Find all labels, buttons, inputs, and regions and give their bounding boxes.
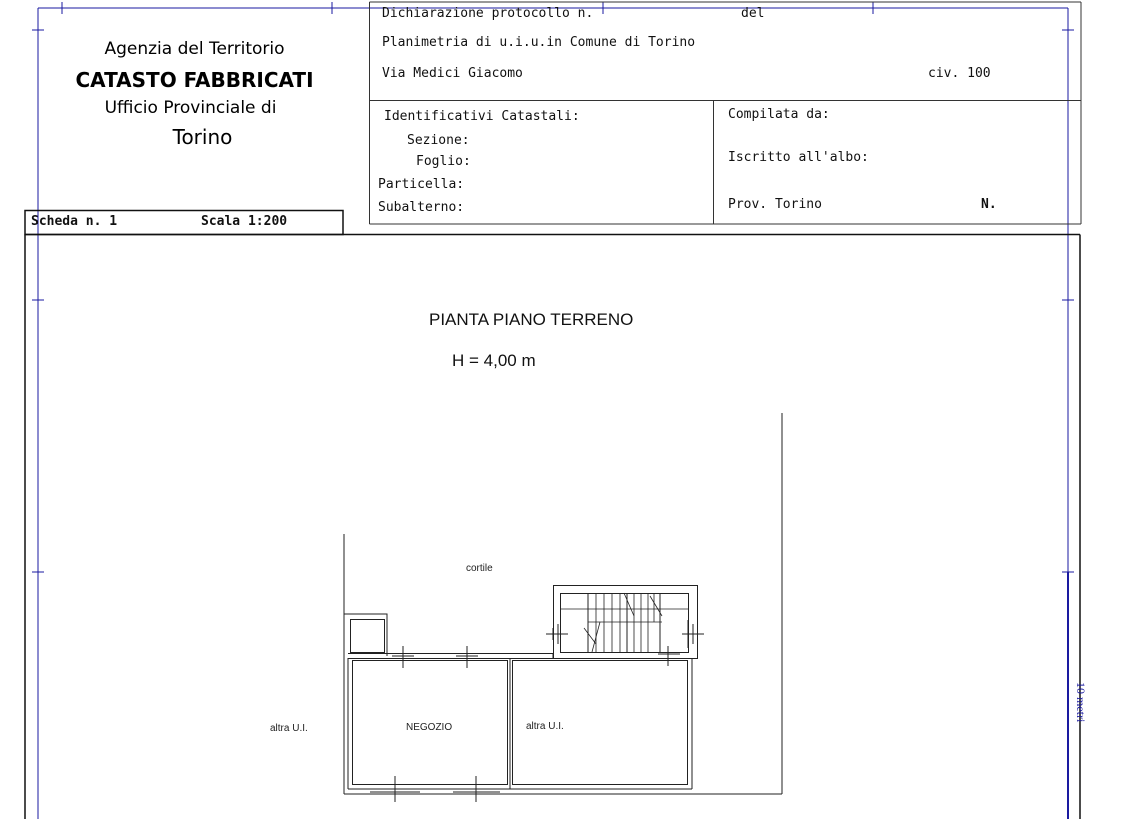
foglio-label: Foglio: — [416, 154, 471, 169]
address-label: Via Medici Giacomo — [382, 66, 523, 81]
scale-bar-label: 10 metri — [1074, 682, 1088, 723]
sezione-label: Sezione: — [407, 133, 470, 148]
scale-label: Scala 1:200 — [201, 214, 288, 229]
catasto-title: CATASTO FABBRICATI — [75, 68, 314, 92]
protocol-label: Dichiarazione protocollo n. — [382, 6, 594, 21]
cortile-label: cortile — [466, 563, 493, 574]
del-label: del — [741, 6, 765, 21]
city-name: Torino — [172, 125, 233, 149]
planimetria-label: Planimetria di u.i.u.in Comune di Torino — [382, 35, 696, 50]
n-label: N. — [981, 197, 997, 212]
civic-number: civ. 100 — [928, 66, 991, 81]
negozio-label: NEGOZIO — [406, 722, 453, 733]
plan-title: PIANTA PIANO TERRENO — [429, 310, 634, 329]
identifiers-title: Identificativi Catastali: — [384, 109, 580, 124]
floor-plan-walls — [344, 413, 782, 802]
scheda-number: Scheda n. 1 — [31, 214, 118, 229]
particella-label: Particella: — [378, 177, 465, 192]
agency-name: Agenzia del Territorio — [104, 39, 285, 59]
plan-height: H = 4,00 m — [452, 351, 536, 370]
ufficio-label: Ufficio Provinciale di — [104, 98, 277, 118]
altra-ui-left-label: altra U.I. — [270, 723, 308, 734]
prov-label: Prov. Torino — [728, 197, 822, 212]
compilata-label: Compilata da: — [728, 107, 830, 122]
altra-ui-right-label: altra U.I. — [526, 721, 564, 732]
iscritto-label: Iscritto all'albo: — [728, 150, 869, 165]
subalterno-label: Subalterno: — [378, 200, 465, 215]
